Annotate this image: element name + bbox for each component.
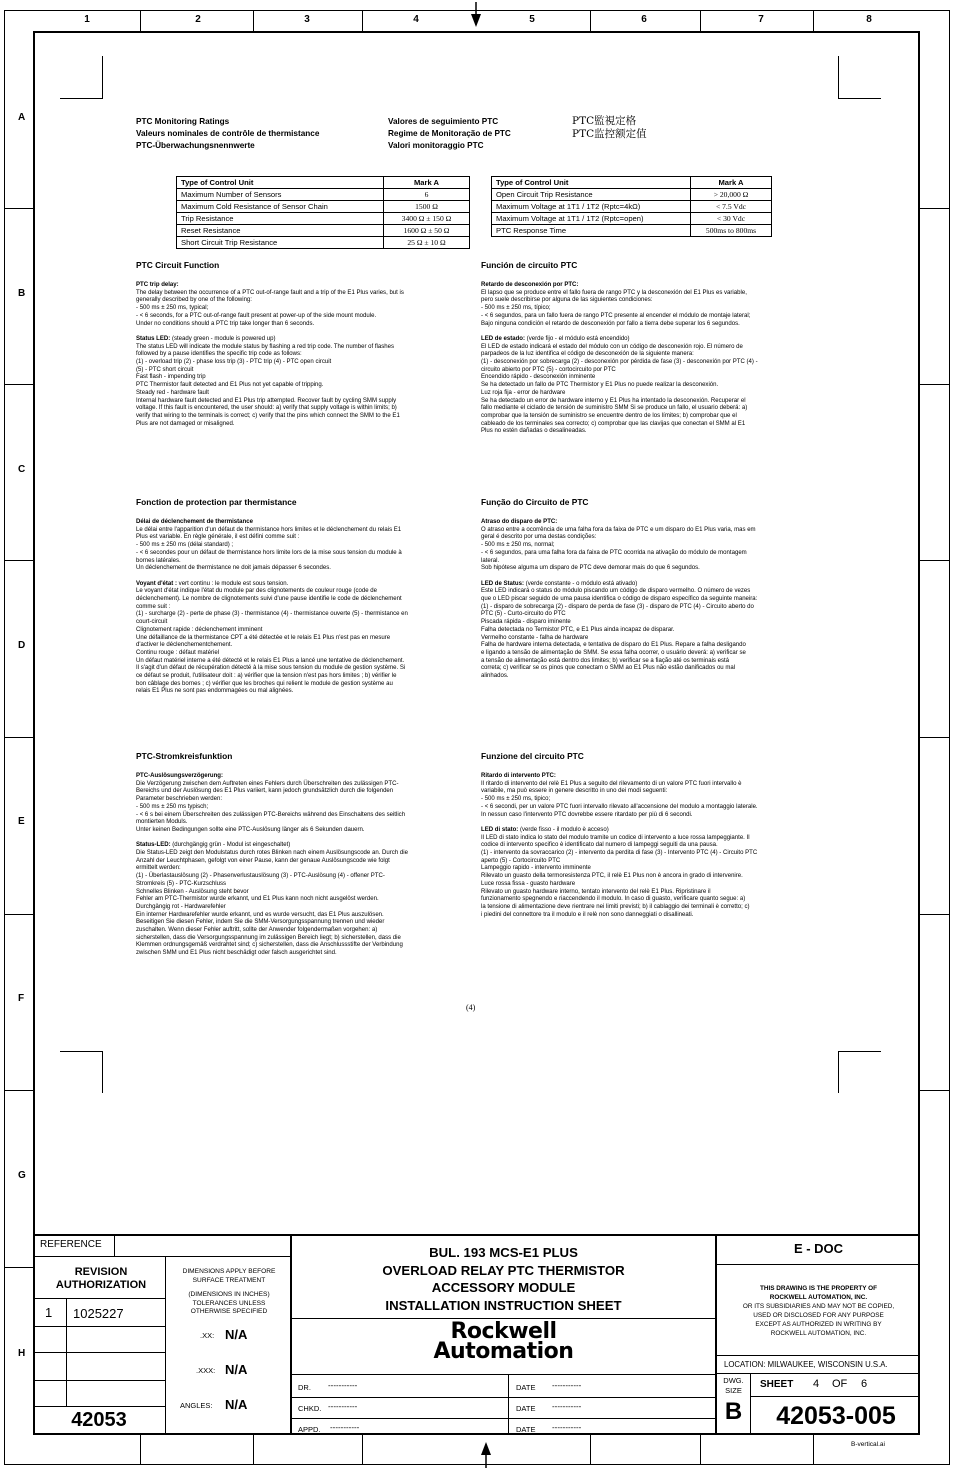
tb-divider: [66, 1298, 67, 1406]
ratings-heading-en: PTC Monitoring Ratings: [136, 117, 230, 126]
paragraph: (steady green - module is powered up) The status LED will indicate the module status by flashing a red trip code. The number of flashes followed by a pause identifies the specific trip code as follows: (1) - overload trip (2) - phase loss trip (3) - PTC trip (4) - PTC open circuit (5) - PTC short circuit Fast flash - impending trip PTC Thermistor fault detected and E1 Plus not yet capable of tripping. Steady red - hardware fault Internal hardware fault detected and E1 Plus trip attempted. Recover fault by cycling SMM supply voltage. If this fault is encountered, the user should: a) verify that supply voltage is within limits; b) verify that wiring to the terminals is correct; c) verify that the pins which connect the SMM to the E1 Plus are not damaged or misaligned.: [136, 335, 400, 427]
tb-divider: [508, 1374, 509, 1435]
table-cell: 3400 Ω ± 150 Ω: [384, 213, 470, 225]
tb-divider: [291, 1397, 716, 1398]
subheading: Délai de déclenchement de thermistance: [136, 519, 253, 525]
section-title-es: Función de circuito PTC: [481, 260, 578, 270]
drawn-by-value: -----------: [328, 1381, 358, 1390]
sheet-label: SHEET: [760, 1379, 794, 1390]
table-cell: > 20,000 Ω: [691, 189, 772, 201]
table-cell: 25 Ω ± 10 Ω: [384, 237, 470, 249]
paragraph: (verde fijo - el módulo está encendido) El LED de estado indicará el estado del módulo con un código de desconexión rojo. El número de parpadeos de la luz identifica el código de desconexión de la siguiente manera: (1) - desconexión por sobrecarga (2) - desconexión por pérdida de fase (3) - desconexión por PTC (4) - circuito abierto por PTC (5) - cortocircuito por PTC Encendido rápido - desconexión inminente Se ha detectado un fallo de PTC Thermistor y E1 Plus no puede realizar la desconexión. Luz roja fija - error de hardware Se ha detectado un error de hardware interno y E1 Plus ha intentado la desconexión. Recuperar el fallo mediante el ciclado de tensión de suministro SMM Si se produce un fallo, el usuario deberá: a) comprobar que la tensión de suministro se encuentre dentro de los límites; b) comprobar que el cableado de los terminales sea correcto; c) comprobar que las clavijas que conectan el SMM al E1 Plus no estén dañadas o desalineadas.: [481, 335, 758, 435]
table-cell: < 7.5 Vdc: [691, 201, 772, 213]
crop-mark: [60, 98, 103, 99]
ratings-heading-fr: Valeurs nominales de contrôle de thermistance: [136, 129, 320, 138]
sheet-of: OF: [832, 1378, 848, 1390]
dimensions-note: DIMENSIONS APPLY BEFORE SURFACE TREATMENT: [182, 1268, 276, 1284]
paragraph: (verde constante - o módulo está ativado) Este LED indicará o status do módulo piscando um código de disparo vermelho. O número de vezes que o LED piscar seguido de uma pausa identifica o código de disparo específico da seguinte maneira: (1) - disparo de sobrecarga (2) - disparo de perda de fase (3) - disparo de PTC (4) - Circuito aberto do PTC (5) - Curto-circuito do PTC Piscada rápida - disparo iminente Falha detectada no Termistor PTC, e E1 Plus ainda incapaz de disparar. Vermelho constante - falha de hardware Falha de hardware interna detectada, e tentativa de disparo do E1 Plus. Repare a falha desligando e ligando a tensão de alimentação de SMM. Se essa falha ocorrer, o usuário deverá: a) verificar se a tensão de alimentação está dentro dos limites; b) verificar se a fiação até os terminais está correta; c) verificar se os pinos que conectam o SMM ao E1 Plus não estão danificados ou mal alinhados.: [481, 580, 758, 680]
zone-row-g: G: [18, 1170, 26, 1181]
table-row: [177, 213, 470, 225]
subheading: Voyant d'état :: [136, 580, 177, 587]
angles-value: N/A: [225, 1397, 248, 1412]
zone-divider: [4, 560, 33, 561]
zone-divider: [4, 1267, 33, 1268]
table-cell: Short Circuit Trip Resistance: [177, 237, 384, 249]
dwg-size-value: B: [724, 1398, 743, 1425]
zone-divider: [920, 1090, 950, 1091]
paragraph: Die Verzögerung zwischen dem Auftreten eines Fehlers durch Überschreiten des zulässigen PTC- Bereichs und der Auslösung des E1 Plus variiert, kann jedoch grundsätzlich durch die folgenden Parameter beschrieben werden: - 500 ms ± 250 ms typisch; - < 6 s bei einem Überschreiten des zulässigen PTC-Bereichs während des Einschaltens des seitlich montierten Moduls. Unter keinen Bedingungen sollte eine PTC-Auslösung länger als 6 Sekunden dauern.: [136, 780, 406, 833]
zone-divider: [362, 1435, 363, 1465]
approved-by-label: APPD.: [298, 1425, 321, 1434]
ratings-table-1: [176, 176, 470, 249]
ratings-heading-ja: PTC監視定格: [572, 115, 637, 127]
ratings-table-2: [491, 176, 772, 237]
table-row: [177, 237, 470, 249]
table-cell: 500ms to 800ms: [691, 225, 772, 237]
tb-divider: [716, 1355, 920, 1356]
paragraph: Il ritardo di intervento del relè E1 Plus a seguito del rilevamento di un valore PTC fuori intervallo è variabile, ma può essere in genere descritto in uno dei modi seguenti: - 500 ms ± 250 ms, tipico; - < 6 secondi, per un valore PTC fuori intervallo rilevato all'accensione del modulo a montaggio laterale. In nessun caso l'intervento PTC dovrebbe essere ritardato per più di 6 secondi.: [481, 780, 758, 818]
paragraph: El lapso que se produce entre el fallo fuera de rango PTC y la desconexión del E1 Plus es variable, pero suele describirse por alguna de las siguientes condiciones: - 500 ms ± 250 ms, típico; - < 6 segundos, para un fallo fuera de rango PTC presente al encender el módulo de montaje lateral; Bajo ninguna condición el retardo de desconexión por fallo a tierra debe superar los 6 segundos.: [481, 289, 751, 327]
date-value: -----------: [552, 1402, 582, 1411]
drawing-title-line: OVERLOAD RELAY PTC THERMISTOR: [382, 1262, 625, 1278]
zone-divider: [920, 208, 950, 209]
dwg-size-label: DWG. SIZE: [723, 1376, 744, 1395]
date-label: DATE: [516, 1425, 536, 1434]
crop-mark: [102, 56, 103, 98]
table-cell: 1500 Ω: [384, 201, 470, 213]
ratings-heading-pt: Regime de Monitoração de PTC: [388, 129, 511, 138]
property-line: OR ITS SUBSIDIARIES AND MAY NOT BE COPIED,: [742, 1303, 895, 1310]
section-title-en: PTC Circuit Function: [136, 260, 220, 270]
zone-row-f: F: [18, 993, 25, 1004]
tolerance-xxx-value: N/A: [225, 1362, 248, 1377]
section-title-fr: Fonction de protection par thermistance: [136, 497, 297, 507]
ratings-heading-group-cjk: [572, 115, 647, 141]
table-header-cell: Mark A: [691, 177, 772, 189]
ratings-heading-group-1: [136, 116, 319, 152]
table-cell: Reset Resistance: [177, 225, 384, 237]
doc-type: E - DOC: [793, 1241, 844, 1256]
drawing-frame: [33, 31, 920, 1435]
zone-divider: [920, 560, 950, 561]
zone-col-8: 8: [866, 14, 872, 25]
subheading: Retardo de desconexión por PTC:: [481, 282, 579, 288]
table-header-row: [177, 177, 470, 189]
drawing-title-line: ACCESSORY MODULE: [431, 1280, 576, 1295]
crop-mark: [838, 56, 839, 98]
section-body-es: [481, 282, 821, 436]
ratings-heading-de: PTC-Überwachungsnennwerte: [136, 141, 255, 150]
table-row: [492, 189, 772, 201]
paragraph: Le délai entre l'apparition d'un défaut de thermistance hors limites et le déclenchement du relais E1 Plus est variable. En règle générale, il est défini comme suit : - 500 ms ± 250 ms (délai standard) ; - < 6 secondes pour un défaut de thermistance hors limite lors de la mise sous tension du module à bornes latérales. Un déclenchement de thermistance ne doit jamais dépasser 6 secondes.: [136, 526, 402, 572]
table-header-cell: Type of Control Unit: [177, 177, 384, 189]
table-header-row: [492, 177, 772, 189]
ratings-heading-zh: PTC监控额定值: [572, 128, 647, 140]
tb-divider: [33, 1256, 291, 1257]
table-cell: 1600 Ω ± 50 Ω: [384, 225, 470, 237]
zone-divider: [253, 1435, 254, 1465]
subheading: Atraso do disparo de PTC:: [481, 519, 558, 525]
source-filename: B-vertical.ai: [851, 1441, 885, 1448]
table-header-cell: Type of Control Unit: [492, 177, 691, 189]
date-value: -----------: [552, 1381, 582, 1390]
table-cell: Maximum Number of Sensors: [177, 189, 384, 201]
tb-divider: [33, 1380, 165, 1381]
zone-divider: [813, 10, 814, 31]
property-line: ROCKWELL AUTOMATION, INC.: [769, 1294, 868, 1301]
revision-authorization-label: REVISION AUTHORIZATION: [55, 1266, 147, 1291]
table-row: [492, 213, 772, 225]
tolerance-xxx-label: .XXX:: [196, 1366, 216, 1375]
table-cell: < 30 Vdc: [691, 213, 772, 225]
subheading: PTC-Auslösungsverzögerung:: [136, 773, 224, 779]
section-body-pt: [481, 519, 821, 681]
table-cell: Open Circuit Trip Resistance: [492, 189, 691, 201]
center-arrow-bottom-icon: [478, 1442, 494, 1468]
drawing-title-line: INSTALLATION INSTRUCTION SHEET: [385, 1297, 622, 1313]
crop-mark: [102, 1051, 103, 1093]
tb-divider: [33, 1326, 165, 1327]
tb-divider: [291, 1374, 716, 1375]
section-body-de: [136, 773, 476, 958]
zone-divider: [4, 737, 33, 738]
tb-divider: [750, 1373, 751, 1435]
table-row: [177, 201, 470, 213]
zone-divider: [140, 10, 141, 31]
table-cell: Maximum Cold Resistance of Sensor Chain: [177, 201, 384, 213]
drawing-number: 42053-005: [776, 1402, 896, 1430]
zone-col-7: 7: [758, 14, 764, 25]
table-cell: PTC Response Time: [492, 225, 691, 237]
paragraph: (durchgängig grün - Modul ist eingeschaltet) Die Status-LED zeigt den Modulstatus durch rotes Blinken nach einem Auslösungscode an. Durch die Anzahl der Leuchtphasen, gefolgt von einer Pause, kann der genaue Auslösungscode wie folgt ermittelt werden: (1) - Überlastauslösung (2) - Phasenverlustauslösung (3) - PTC-Auslösung (4) - offener PTC- Stromkreis (5) - PTC-Kurzschluss Schnelles Blinken - Auslösung steht bevor Fehler am PTC-Thermistor wurde erkannt, und E1 Plus kann noch nicht ausgelöst werden. Durchgängig rot - Hardwarefehler Ein interner Hardwarefehler wurde erkannt, und es wurde versucht, das E1 Plus auszulösen. Beseitigen Sie diesen Fehler, indem Sie die SMM-Versorgungsspannung trennen und wieder zuschalten. Wenn dieser Fehler auftritt, sollte der Anwender folgendermaßen vorgehen: a) sicherstellen, dass die Versorgungsspannung im zulässigen Bereich liegt; b) sicherstellen, dass die Klemmen ordnungsgemäß verdrahtet sind; c) sicherstellen, dass die Anschlussstifte der Verbindung zwischen SMM und E1 Plus nicht beschädigt oder falsch ausgerichtet sind.: [136, 842, 408, 957]
subheading: Status LED:: [136, 335, 171, 342]
zone-row-e: E: [18, 816, 25, 827]
sheet-number: 4: [813, 1378, 820, 1390]
crop-mark: [838, 1051, 839, 1093]
checked-by-label: CHKD.: [298, 1404, 322, 1413]
tolerance-xx-value: N/A: [225, 1327, 248, 1342]
zone-col-1: 1: [84, 14, 90, 25]
section-body-fr: [136, 519, 476, 696]
drawn-by-label: DR.: [298, 1383, 311, 1392]
property-line: EXCEPT AS AUTHORIZED IN WRITING BY: [755, 1321, 882, 1328]
center-arrow-top-icon: [468, 2, 484, 28]
section-title-it: Funzione del circuito PTC: [481, 751, 584, 761]
checked-by-value: -----------: [328, 1402, 358, 1411]
reference-label: REFERENCE: [40, 1239, 102, 1250]
drawing-title-line: BUL. 193 MCS-E1 PLUS: [429, 1245, 578, 1260]
sheet-total: 6: [861, 1378, 868, 1390]
subheading: LED di stato:: [481, 826, 519, 833]
drawing-title: [292, 1244, 715, 1314]
table-header-cell: Mark A: [384, 177, 470, 189]
logo-line: Automation: [433, 1339, 574, 1364]
tb-divider: [291, 1418, 716, 1419]
crop-mark: [838, 98, 881, 99]
zone-divider: [4, 914, 33, 915]
zone-row-c: C: [18, 464, 26, 475]
table-cell: Maximum Voltage at 1T1 / 1T2 (Rptc=open): [492, 213, 691, 225]
zone-divider: [700, 1435, 701, 1465]
crop-mark: [838, 1051, 881, 1052]
zone-divider: [253, 10, 254, 31]
zone-row-b: B: [18, 288, 26, 299]
crop-mark: [60, 1051, 103, 1052]
zone-divider: [920, 737, 950, 738]
section-body-it: [481, 773, 821, 919]
zone-divider: [4, 1090, 33, 1091]
angles-label: ANGLES:: [180, 1401, 213, 1410]
section-body-en: [136, 282, 476, 428]
ratings-heading-es: Valores de seguimiento PTC: [388, 117, 499, 126]
ratings-heading-group-2: [388, 116, 511, 152]
paragraph: O atraso entre a ocorrência de uma falha fora da faixa de PTC e um disparo do E1 Plus varia, mas em geral é descrito por uma destas condições: - 500 ms ± 250 ms, normal; - < 6 segundos, para uma falha fora da faixa de PTC ocorrida na ativação do módulo de montagem lateral. Sob hipótese alguma um disparo de PTC deve demorar mais do que 6 segundos.: [481, 526, 756, 572]
subheading: LED de estado:: [481, 335, 526, 342]
revision-number: 1: [45, 1305, 53, 1320]
paragraph: vert continu : le module est sous tension. Le voyant d'état indique l'état du module par des clignotements de couleur rouge (code de déclenchement). Le nombre de clignotements suivi d'une pause identifie le code de déclenchement comme suit : (1) - surcharge (2) - perte de phase (3) - thermistance (4) - thermistance ouverte (5) - thermistance en court-circuit Clignotement rapide : déclenchement imminent Une défaillance de la thermistance CPT a été détectée et le relais E1 Plus n'est pas en mesure d'activer le déclenchementchement. Continu rouge : défaut matériel Un défaut matériel interne a été détecté et le relais E1 Plus a lancé une tentative de déclenchement. Il s'agit d'un défaut de récupération détecté à la mise sous tension du module de gestion système. Si ce défaut se produit, l'utilisateur doit : a) vérifier que la tension n'est pas hors limites ; b) vérifier le bon câblage des bornes ; c) vérifier que les broches qui relient le module de gestion système au relais E1 Plus ne sont pas endommagées ou mal alignées.: [136, 580, 408, 695]
zone-col-2: 2: [195, 14, 201, 25]
zone-row-d: D: [18, 640, 26, 651]
paragraph: (verde fisso - il modulo è acceso) Il LED di stato indica lo stato del modulo tramite un codice di intervento a luce rossa lampeggiante. Il codice di intervento specifico è identificato dal numero di lampeggi seguiti da una pausa. (1) - intervento da sovraccarico (2) - intervento da perdita di fase (3) - Intervento PTC (4) - Circuito PTC aperto (5) - Cortocircuito PTC Lampeggio rapido - intervento imminente Rilevato un guasto della termoresistenza PTC, il relè E1 Plus non è ancora in grado di intervenire. Luce rossa fissa - guasto hardware Rilevato un guasto hardware interno, tentato intervento del relè E1 Plus. Ripristinare il funzionamento spegnendo e riaccendendo il modulo. In caso di guasto, verificare quanto segue: a) la tensione di alimentazione deve rientrare nei limiti previsti; b) il cablaggio dei terminali è corretto; c) i piedini del connettore tra il modulo e il relè non sono danneggiati o disallineati.: [481, 826, 758, 918]
subheading: Ritardo di intervento PTC:: [481, 773, 556, 779]
zone-divider: [700, 10, 701, 31]
subheading: PTC trip delay:: [136, 282, 179, 288]
zone-divider: [140, 1435, 141, 1465]
subheading: Status-LED:: [136, 842, 171, 849]
tolerance-note: (DIMENSIONS IN INCHES) TOLERANCES UNLESS OTHERWISE SPECIFIED: [188, 1291, 270, 1315]
zone-divider: [920, 914, 950, 915]
date-label: DATE: [516, 1383, 536, 1392]
zone-divider: [590, 10, 591, 31]
property-line: ROCKWELL AUTOMATION, INC.: [770, 1330, 867, 1337]
date-value: -----------: [552, 1423, 582, 1432]
location: LOCATION: MILWAUKEE, WISCONSIN U.S.A.: [724, 1360, 888, 1369]
revision-value: 1025227: [73, 1306, 124, 1321]
property-line: THIS DRAWING IS THE PROPERTY OF: [759, 1285, 878, 1292]
tb-divider: [750, 1396, 920, 1397]
zone-row-h: H: [18, 1348, 26, 1359]
table-cell: Trip Resistance: [177, 213, 384, 225]
subheading: LED de Status:: [481, 580, 525, 587]
tb-divider: [33, 1352, 165, 1353]
zone-col-6: 6: [641, 14, 647, 25]
date-label: DATE: [516, 1404, 536, 1413]
table-cell: Maximum Voltage at 1T1 / 1T2 (Rptc=4kΩ): [492, 201, 691, 213]
tb-divider: [165, 1256, 166, 1435]
zone-row-a: A: [18, 112, 26, 123]
page-number: (4): [466, 1003, 476, 1012]
tb-divider: [33, 1406, 165, 1407]
table-row: [492, 201, 772, 213]
tolerance-xx-label: .XX:: [200, 1331, 215, 1340]
zone-divider: [813, 1435, 814, 1465]
zone-col-3: 3: [304, 14, 310, 25]
rockwell-automation-logo: [292, 1319, 715, 1364]
tb-divider: [716, 1373, 920, 1374]
zone-divider: [590, 1435, 591, 1465]
drawing-base-number: 42053: [71, 1409, 127, 1431]
tb-divider: [33, 1298, 165, 1299]
zone-col-5: 5: [529, 14, 535, 25]
zone-col-4: 4: [413, 14, 419, 25]
tb-divider: [114, 1236, 115, 1256]
zone-divider: [920, 384, 950, 385]
property-notice: [717, 1284, 920, 1338]
property-line: USED OR DISCLOSED FOR ANY PURPOSE: [753, 1312, 884, 1319]
section-title-de: PTC-Stromkreisfunktion: [136, 751, 233, 761]
logo-line: Rockwell: [450, 1319, 557, 1344]
table-row: [177, 189, 470, 201]
zone-divider: [4, 384, 33, 385]
table-row: [177, 225, 470, 237]
table-cell: 6: [384, 189, 470, 201]
zone-divider: [362, 10, 363, 31]
approved-by-value: -----------: [330, 1423, 360, 1432]
tb-divider: [716, 1264, 920, 1265]
ratings-heading-it: Valori monitoraggio PTC: [388, 141, 484, 150]
paragraph: The delay between the occurrence of a PTC out-of-range fault and a trip of the E1 Plus varies, but is generally described by one of the following: - 500 ms ± 250 ms, typical; - < 6 seconds, for a PTC out-of-range fault present at power-up of the side mount module. Under no conditions should a PTC trip take longer than 6 seconds.: [136, 289, 404, 327]
table-row: [492, 225, 772, 237]
zone-divider: [4, 208, 33, 209]
section-title-pt: Função do Circuito de PTC: [481, 497, 589, 507]
